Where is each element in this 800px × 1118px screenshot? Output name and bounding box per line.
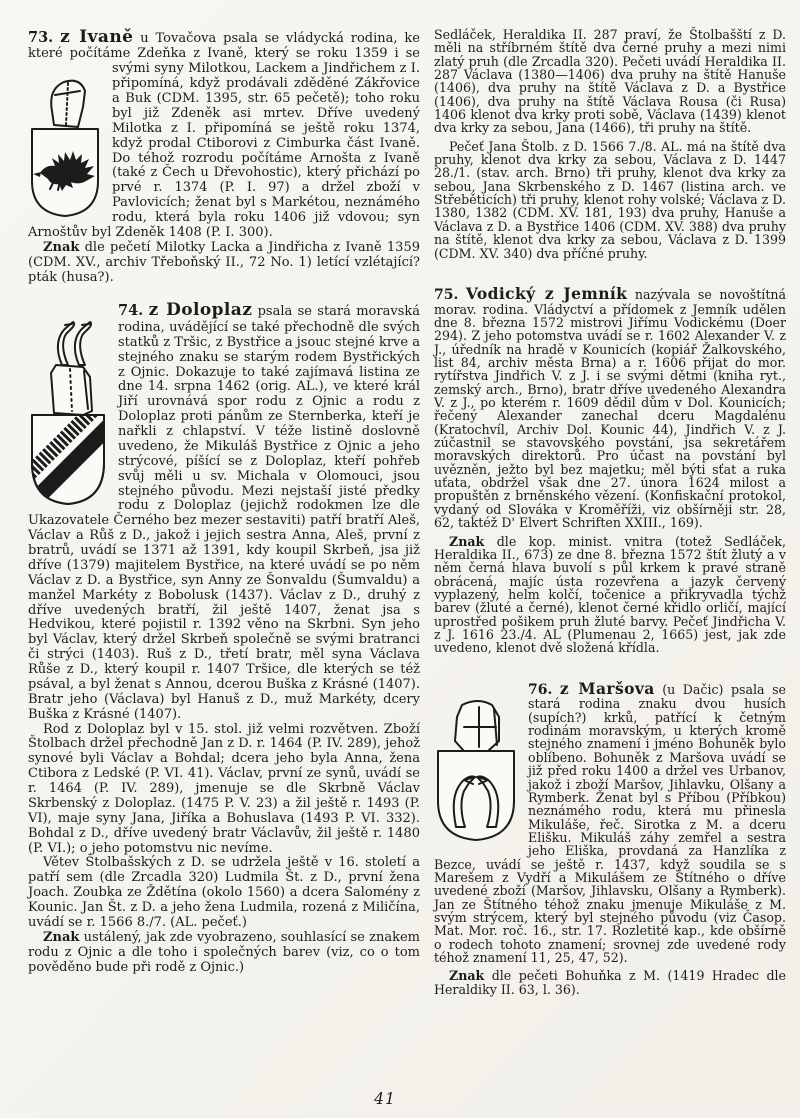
entry-75-lead-text: nazývala se novoštítná morav. rodina. Vládyctví a přídomek z Jemník udělen dne 8. března 1572 mistrovi Jiřímu Vodickému (Doer 294). Z jeho potomstva uvádí se r. 1602 Alexander V. z J., úředník na hradě v Kounicích (kopiář Žalkovského, list 84, archiv města Brna) a r. 1606 přijat do mor. rytířstva Jindřich V. z J. i se svými dětmi (kniha ryt., zemský arch., Brno), bratr dříve uvedeného Alexandra V. z J., po kterém r. 1609 dědil dům v Dol. Kounicích; řečený Alexander zanechal dceru Magdalénu (Kratochvíl, Archiv Dol. Kounic 44), Jindřich V. z J. zúčastnil se stavovského povstání, jsa sekretářem moravských direktorů. Pro účast na povstání byl uvězněn, ježto byl bez majetku; měl býti sťat a ruka uťata, obdržel však dne 27. února 1624 milost a propuštěn z brněnského vězení. (Konfiskační protokol, vydaný od Slováka v Kroměříži, viz obšírněji str. 28, 62, taktéž D' Elvert Schriften XXIII., 169).	[434, 286, 786, 531]
entry-number: 74.	[118, 302, 144, 320]
entry-74-continuation-1: Sedláček, Heraldika II. 287 praví, že Štolbašští z D. měli na stříbrném štítě dva černé pruhy a mezi nimi zlatý pruh (dle Zrcadla 320). Pečeti uvádí Heraldika II. 287 Václava (1380—1406) dva pruhy na štítě Hanuše (1406), dva pruhy na štítě Václava z D. a Bystřice (1406), dva pruhy na štítě Václava Rousa (či Rusa) 1406 klenot dva krky proti sobě, Václava (1439) klenot dva krky za sebou, Jana (1466), tři pruhy na štítě.	[434, 27, 786, 136]
page-number: 41	[374, 1090, 396, 1108]
right-column	[434, 28, 786, 996]
entry-73-lead	[28, 28, 420, 241]
entry-76-lead-text: (u Dačic) psala se stará rodina znaku dvou husích (supích?) krků, patřící k četným rodinám moravským, u kterých kromě stejného znamení i jméno Bohuněk bylo oblíbeno. Bohuněk z Maršova uvádí se již před roku 1400 a držel ves Urbanov, jakož i zboží Maršov, Jihlavku, Olšany a Rymberk. Ženat byl s Příbou (Příbkou) neznámého rodu, která mu přinesla Mikuláše, řeč. Sirotka z M. a dceru Elišku. Mikuláš záhy zemřel a sestra jeho Eliška, provdaná za Hanzlíka z Bezce, uvádí se ještě r. 1437, když soudila se s Marešem z Vydří a Mikulášem ze Štítného o dříve uvedené zboží (Maršov, Jihlavsku, Olšany a Rymberk). Jan ze Štítného téhož znaku jmenuje Mikuláše z M. svým strýcem, který byl stejného původu (viz Časop. Mat. Mor. roč. 16., str. 17. Rozletité kap., kde obšírně o rodech tohoto znamení; srovnej zde uvedené rody téhož znamení 11, 25, 47, 52).	[434, 681, 786, 965]
entry-73-lead-text: u Tovačova psala se vládycká rodina, ke které počítáme Zdeňka z Ivaně, který se roku 1359 i se svými syny Milotkou, Lackem a Jindřichem z I. připomíná, když prodávali zděděné Zákřovice a Buk (CDM. 1395, str. 65 pečetě); toho roku byl již Zdeněk asi mrtev. Dříve uvedený Milotka z I. připomíná se ještě roku 1374, když prodal Ctiborovi z Cimburka část Ivaně. Do téhož rozrodu počítáme Arnošta z Ivaně (také z Čech u Dřevohostic), který přichází po prvé r. 1374 (P. I. 97) a držel zboží v Pavlovicích; ženat byl s Markétou, neznámého rodu, která byla roku 1406 již vdovou; syn Arnoštův byl Zdeněk 1408 (P. I. 300).	[28, 31, 420, 240]
striped-shield-arms-icon	[28, 319, 108, 507]
znak-label: Znak	[449, 533, 485, 549]
entry-family-name: Vodický z Jemník	[465, 283, 628, 303]
entry-family-name: z Maršova	[559, 678, 655, 698]
znak-label: Znak	[449, 968, 485, 984]
entry-75-lead	[434, 283, 786, 531]
entry-74-znak-text: ustálený, jak zde vyobrazeno, souhlasící se znakem rodu z Ojnic a dle toho i společných barev (viz, co o tom pověděno bude při rodě z Ojnic.)	[28, 929, 421, 975]
znak-label: Znak	[43, 239, 80, 255]
entry-76	[434, 678, 786, 997]
entry-73	[28, 28, 420, 285]
entry-73-znak-paragraph	[28, 241, 420, 286]
entry-74	[28, 301, 420, 975]
entry-74-continuation	[434, 28, 786, 260]
entry-75-znak-text: dle kop. minist. vnitra (totež Sedláček, Heraldika II., 673) ze dne 8. března 1572 štít žlutý a v něm černá hlava buvolí s půl krkem k pravé straně obrácená, majíc ústa rozevřena a jazyk červený vyplazený, helm kolčí, točenice a přikryvadla týchž barev (žluté a černé), klenot černé křidlo orličí, mající uprostřed pošikem pruh žluté barvy. Pečeť Jindřicha V. z J. 1616 23./4. AL (Plumenau 2, 1665) jest, jak zde uvedeno, klenot dvě složená křídla.	[434, 533, 786, 656]
entry-74-paragraph-2: Rod z Doloplaz byl v 15. stol. již velmi rozvětven. Zboží Štolbach držel přechodně Jan z D. r. 1464 (P. IV. 289), jehož synové byli Václav a Bohdal; dcera jeho byla Anna, žena Ctibora z Ledské (P. VI. 41). Václav, první ze synů, uvádí se r. 1464 (P. IV. 289), jmenuje se dle Skrbně Václav Skrbenský z Doloplaz. (1475 P. V. 23) a žil ještě r. 1493 (P. VI), maje syny Jana, Jiříka a Bohuslava (1493 P. VI. 332). Bohdal z D., dříve uvedený bratr Václavův, žil ještě r. 1480 (P. VI.); o jeho potomstvu nic nevíme.	[28, 721, 420, 856]
entry-74-znak-paragraph	[28, 931, 420, 976]
entry-74-lead-text: psala se stará moravská rodina, uvádějící se také přechodně dle svých statků z Tršic, z Bystřice a jsouc stejné krve a stejného znaku se starým rodem Bystřických z Ojnic. Dokazuje to také zajímavá listina ze dne 14. srpna 1462 (orig. AL.), ve které král Jiří urovnává spor rodu z Ojnic a rodu z Doloplaz proti pánům ze Sternberka, kteří je nařkli z chlapství. V téže listině doslovně uvedeno, že Mikuláš Bystřice z Ojnic a jeho strýcové, píšící se z Doloplaz, kteří pohřeb svůj měli u sv. Michala v Olomouci, jsou stejného původu. Mezi nejstaší jisté předky rodu z Doloplaz (jejichž rodokmen lze dle Ukazovatele Černého bez mezer sestaviti) patří bratří Aleš, Václav a Růš z D., jakož i jejich sestra Anna, Aleš, první z bratrů, uvádí se 1371 až 1391, kdy koupil Skrbeň, jsa již dříve (1379) majitelem Bystřice, na které uvádí se po něm Václav z D. a Bystřice, syn Anny ze Šonvaldu (Šumvaldu) a manžel Markéty z Bobolusk (1437). Václav z D., druhý z dříve uvedených bratří, žil ještě 1407, ženat jsa s Hedvikou, které pojistil r. 1392 věno na Skrbni. Syn jeho byl Václav, který držel Skrbeň společně se svými bratranci či strýci (1403). Ruš z D., třetí bratr, měl syna Václava Růše z D., který koupil r. 1407 Tršice, dle kterých se též psával, a byl ženat s Annou, dcerou Buška z Krásné (1407). Bratr jeho (Václava) byl Hanuš z D., muž Markéty, dcery Buška z Krásné (1407).	[28, 304, 420, 722]
entry-number: 75.	[434, 286, 459, 303]
entry-75	[434, 283, 786, 656]
entry-76-znak-text: dle pečeti Bohuňka z M. (1419 Hradec dle Heraldiky II. 63, l. 36).	[434, 968, 786, 997]
two-goose-necks-arms-icon	[434, 697, 518, 843]
entry-76-coat-of-arms-figure	[434, 697, 518, 843]
entry-75-znak-paragraph	[434, 535, 786, 655]
flying-goose-arms-icon	[28, 77, 102, 219]
entry-number: 73.	[28, 29, 54, 46]
entry-number: 76.	[528, 681, 553, 698]
left-column	[28, 28, 420, 996]
entry-family-name: z Doloplaz	[148, 300, 253, 321]
entry-74-lead	[28, 301, 420, 722]
entry-76-lead	[434, 678, 786, 965]
entry-74-continuation-2: Pečeť Jana Štolb. z D. 1566 7./8. AL. má na štítě dva pruhy, klenot dva krky za sebou, Václava z D. 1447 28./1. (stav. arch. Brno) tři pruhy, klenot dva krky za sebou, Jana Skrbenského z D. 1467 (listina arch. ve Střeběticích) tři pruhy, klenot rohy volské; Václava z D. 1380, 1382 (CDM. XV. 181, 193) dva pruhy, Hanuše a Václava z D. a Bystřice 1406 (CDM. XV. 388) dva pruhy na štítě, klenot dva krky za sebou, Václava z D. 1399 (CDM. XV. 340) dva příčné pruhy.	[434, 138, 786, 261]
entry-74-paragraph-3: Větev Štolbašských z D. se udržela ještě v 16. století a patří sem (dle Zrcadla 320) Ludmila Št. z D., první žena Joach. Zoubka ze Ždětína (okolo 1560) a dcera Salomény z Kounic. Jan Št. z D. a jeho žena Ludmila, rozená z Miličína, uvádí se r. 1566 8./7. (AL. pečeť.)	[28, 855, 420, 930]
entry-76-znak-paragraph	[434, 969, 786, 996]
entry-family-name: z Ivaně	[60, 27, 134, 47]
entry-73-coat-of-arms-figure	[28, 77, 102, 219]
znak-label: Znak	[43, 929, 80, 945]
entry-74-coat-of-arms-figure	[28, 319, 108, 507]
entry-73-znak-text: dle pečetí Milotky Lacka a Jindřicha z Ivaně 1359 (CDM. XV., archiv Třeboňský II., 72 No. 1) letící vzlétající? pták (husa?).	[28, 239, 420, 285]
